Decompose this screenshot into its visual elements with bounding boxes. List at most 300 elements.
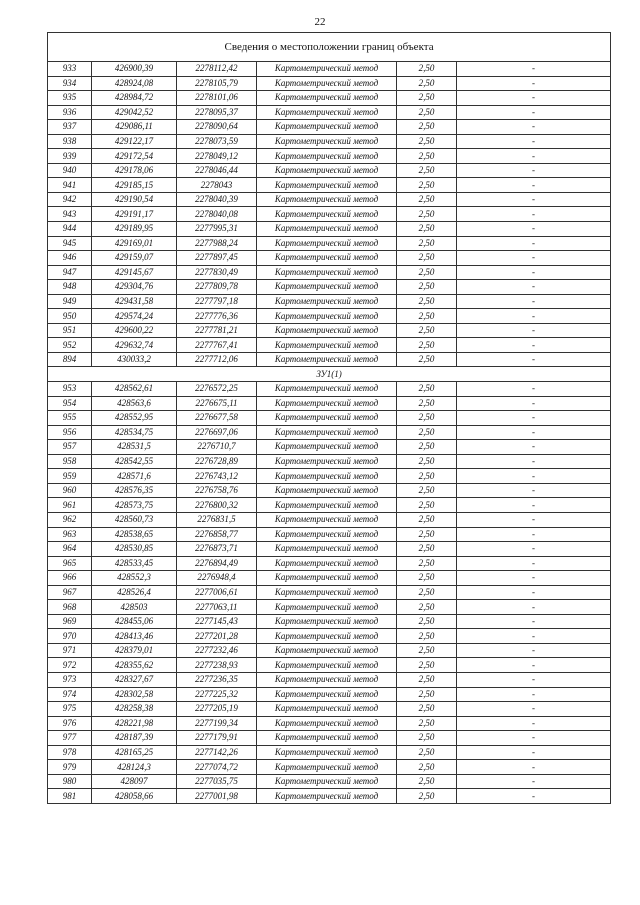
method-cell: Картометрический метод <box>257 149 397 164</box>
note-cell: - <box>457 571 611 586</box>
table-row <box>48 658 611 673</box>
x-coordinate-cell: 428552,3 <box>92 571 177 586</box>
table-row <box>48 585 611 600</box>
x-coordinate-cell: 428258,38 <box>92 702 177 717</box>
point-number-cell: 981 <box>48 789 92 804</box>
table-row <box>48 745 611 760</box>
table-row <box>48 411 611 426</box>
method-cell: Картометрический метод <box>257 382 397 397</box>
method-cell: Картометрический метод <box>257 629 397 644</box>
point-number-cell: 978 <box>48 745 92 760</box>
y-coordinate-cell: 2276758,76 <box>177 483 257 498</box>
y-coordinate-cell: 2278090,64 <box>177 120 257 135</box>
method-cell: Картометрический метод <box>257 251 397 266</box>
table-row <box>48 76 611 91</box>
note-cell: - <box>457 134 611 149</box>
y-coordinate-cell: 2277995,31 <box>177 222 257 237</box>
accuracy-cell: 2,50 <box>397 382 457 397</box>
point-number-cell: 935 <box>48 91 92 106</box>
note-cell: - <box>457 192 611 207</box>
method-cell: Картометрический метод <box>257 512 397 527</box>
note-cell: - <box>457 556 611 571</box>
accuracy-cell: 2,50 <box>397 454 457 469</box>
y-coordinate-cell: 2276677,58 <box>177 411 257 426</box>
accuracy-cell: 2,50 <box>397 483 457 498</box>
y-coordinate-cell: 2276894,49 <box>177 556 257 571</box>
table-row <box>48 265 611 280</box>
table-row <box>48 323 611 338</box>
point-number-cell: 939 <box>48 149 92 164</box>
method-cell: Картометрический метод <box>257 352 397 367</box>
table-row <box>48 454 611 469</box>
accuracy-cell: 2,50 <box>397 91 457 106</box>
table-row <box>48 207 611 222</box>
method-cell: Картометрический метод <box>257 396 397 411</box>
y-coordinate-cell: 2276873,71 <box>177 542 257 557</box>
note-cell: - <box>457 454 611 469</box>
table-row <box>48 396 611 411</box>
accuracy-cell: 2,50 <box>397 745 457 760</box>
y-coordinate-cell: 2276728,89 <box>177 454 257 469</box>
y-coordinate-cell: 2278043 <box>177 178 257 193</box>
point-number-cell: 948 <box>48 280 92 295</box>
x-coordinate-cell: 428355,62 <box>92 658 177 673</box>
y-coordinate-cell: 2277781,21 <box>177 323 257 338</box>
accuracy-cell: 2,50 <box>397 105 457 120</box>
accuracy-cell: 2,50 <box>397 411 457 426</box>
method-cell: Картометрический метод <box>257 91 397 106</box>
table-row <box>48 643 611 658</box>
note-cell: - <box>457 542 611 557</box>
table-row <box>48 294 611 309</box>
x-coordinate-cell: 428562,61 <box>92 382 177 397</box>
accuracy-cell: 2,50 <box>397 207 457 222</box>
accuracy-cell: 2,50 <box>397 716 457 731</box>
method-cell: Картометрический метод <box>257 483 397 498</box>
note-cell: - <box>457 483 611 498</box>
note-cell: - <box>457 76 611 91</box>
method-cell: Картометрический метод <box>257 192 397 207</box>
method-cell: Картометрический метод <box>257 687 397 702</box>
y-coordinate-cell: 2278040,08 <box>177 207 257 222</box>
y-coordinate-cell: 2277238,93 <box>177 658 257 673</box>
y-coordinate-cell: 2277712,06 <box>177 352 257 367</box>
method-cell: Картометрический метод <box>257 62 397 77</box>
method-cell: Картометрический метод <box>257 309 397 324</box>
accuracy-cell: 2,50 <box>397 760 457 775</box>
note-cell: - <box>457 120 611 135</box>
note-cell: - <box>457 600 611 615</box>
x-coordinate-cell: 428302,58 <box>92 687 177 702</box>
table-row <box>48 629 611 644</box>
accuracy-cell: 2,50 <box>397 236 457 251</box>
point-number-cell: 894 <box>48 352 92 367</box>
accuracy-cell: 2,50 <box>397 222 457 237</box>
note-cell: - <box>457 91 611 106</box>
note-cell: - <box>457 251 611 266</box>
y-coordinate-cell: 2278040,39 <box>177 192 257 207</box>
method-cell: Картометрический метод <box>257 658 397 673</box>
method-cell: Картометрический метод <box>257 338 397 353</box>
table-row <box>48 149 611 164</box>
point-number-cell: 951 <box>48 323 92 338</box>
x-coordinate-cell: 429304,76 <box>92 280 177 295</box>
x-coordinate-cell: 430033,2 <box>92 352 177 367</box>
y-coordinate-cell: 2277767,41 <box>177 338 257 353</box>
table-row <box>48 280 611 295</box>
accuracy-cell: 2,50 <box>397 163 457 178</box>
accuracy-cell: 2,50 <box>397 556 457 571</box>
accuracy-cell: 2,50 <box>397 192 457 207</box>
note-cell: - <box>457 382 611 397</box>
note-cell: - <box>457 643 611 658</box>
method-cell: Картометрический метод <box>257 440 397 455</box>
point-number-cell: 938 <box>48 134 92 149</box>
point-number-cell: 969 <box>48 614 92 629</box>
x-coordinate-cell: 429086,11 <box>92 120 177 135</box>
note-cell: - <box>457 352 611 367</box>
table-row <box>48 120 611 135</box>
x-coordinate-cell: 428533,45 <box>92 556 177 571</box>
y-coordinate-cell: 2277063,11 <box>177 600 257 615</box>
table-row <box>48 702 611 717</box>
point-number-cell: 975 <box>48 702 92 717</box>
method-cell: Картометрический метод <box>257 774 397 789</box>
point-number-cell: 947 <box>48 265 92 280</box>
x-coordinate-cell: 429122,17 <box>92 134 177 149</box>
x-coordinate-cell: 428379,01 <box>92 643 177 658</box>
note-cell: - <box>457 440 611 455</box>
note-cell: - <box>457 789 611 804</box>
note-cell: - <box>457 338 611 353</box>
accuracy-cell: 2,50 <box>397 774 457 789</box>
accuracy-cell: 2,50 <box>397 643 457 658</box>
y-coordinate-cell: 2276948,4 <box>177 571 257 586</box>
method-cell: Картометрический метод <box>257 294 397 309</box>
table-row <box>48 309 611 324</box>
y-coordinate-cell: 2277225,32 <box>177 687 257 702</box>
accuracy-cell: 2,50 <box>397 687 457 702</box>
accuracy-cell: 2,50 <box>397 440 457 455</box>
note-cell: - <box>457 498 611 513</box>
note-cell: - <box>457 265 611 280</box>
point-number-cell: 979 <box>48 760 92 775</box>
point-number-cell: 956 <box>48 425 92 440</box>
method-cell: Картометрический метод <box>257 672 397 687</box>
x-coordinate-cell: 428571,6 <box>92 469 177 484</box>
x-coordinate-cell: 428563,6 <box>92 396 177 411</box>
x-coordinate-cell: 428531,5 <box>92 440 177 455</box>
method-cell: Картометрический метод <box>257 411 397 426</box>
table-row <box>48 178 611 193</box>
accuracy-cell: 2,50 <box>397 338 457 353</box>
method-cell: Картометрический метод <box>257 542 397 557</box>
table-row <box>48 222 611 237</box>
note-cell: - <box>457 658 611 673</box>
note-cell: - <box>457 309 611 324</box>
x-coordinate-cell: 428221,98 <box>92 716 177 731</box>
method-cell: Картометрический метод <box>257 600 397 615</box>
y-coordinate-cell: 2276858,77 <box>177 527 257 542</box>
accuracy-cell: 2,50 <box>397 134 457 149</box>
accuracy-cell: 2,50 <box>397 600 457 615</box>
accuracy-cell: 2,50 <box>397 309 457 324</box>
note-cell: - <box>457 294 611 309</box>
method-cell: Картометрический метод <box>257 323 397 338</box>
y-coordinate-cell: 2277809,78 <box>177 280 257 295</box>
table-row <box>48 62 611 77</box>
method-cell: Картометрический метод <box>257 498 397 513</box>
point-number-cell: 963 <box>48 527 92 542</box>
x-coordinate-cell: 429191,17 <box>92 207 177 222</box>
x-coordinate-cell: 428526,4 <box>92 585 177 600</box>
x-coordinate-cell: 429190,54 <box>92 192 177 207</box>
table-row <box>48 251 611 266</box>
note-cell: - <box>457 178 611 193</box>
point-number-cell: 941 <box>48 178 92 193</box>
x-coordinate-cell: 429431,58 <box>92 294 177 309</box>
method-cell: Картометрический метод <box>257 760 397 775</box>
y-coordinate-cell: 2277776,36 <box>177 309 257 324</box>
point-number-cell: 974 <box>48 687 92 702</box>
x-coordinate-cell: 428455,06 <box>92 614 177 629</box>
boundary-table <box>47 32 611 804</box>
y-coordinate-cell: 2277179,91 <box>177 731 257 746</box>
note-cell: - <box>457 745 611 760</box>
table-row <box>48 382 611 397</box>
x-coordinate-cell: 429600,22 <box>92 323 177 338</box>
note-cell: - <box>457 672 611 687</box>
y-coordinate-cell: 2276572,25 <box>177 382 257 397</box>
y-coordinate-cell: 2277145,43 <box>177 614 257 629</box>
point-number-cell: 959 <box>48 469 92 484</box>
method-cell: Картометрический метод <box>257 178 397 193</box>
method-cell: Картометрический метод <box>257 280 397 295</box>
x-coordinate-cell: 428984,72 <box>92 91 177 106</box>
table-row <box>48 105 611 120</box>
method-cell: Картометрический метод <box>257 105 397 120</box>
y-coordinate-cell: 2278112,42 <box>177 62 257 77</box>
point-number-cell: 966 <box>48 571 92 586</box>
table-caption: Сведения о местоположении границ объекта <box>48 33 611 62</box>
accuracy-cell: 2,50 <box>397 585 457 600</box>
x-coordinate-cell: 428530,85 <box>92 542 177 557</box>
note-cell: - <box>457 396 611 411</box>
y-coordinate-cell: 2277897,45 <box>177 251 257 266</box>
accuracy-cell: 2,50 <box>397 120 457 135</box>
section-title: ЗУ1(1) <box>48 367 611 382</box>
x-coordinate-cell: 428542,55 <box>92 454 177 469</box>
accuracy-cell: 2,50 <box>397 469 457 484</box>
x-coordinate-cell: 428327,67 <box>92 672 177 687</box>
method-cell: Картометрический метод <box>257 76 397 91</box>
note-cell: - <box>457 207 611 222</box>
y-coordinate-cell: 2278095,37 <box>177 105 257 120</box>
y-coordinate-cell: 2277035,75 <box>177 774 257 789</box>
y-coordinate-cell: 2276697,06 <box>177 425 257 440</box>
accuracy-cell: 2,50 <box>397 280 457 295</box>
accuracy-cell: 2,50 <box>397 512 457 527</box>
table-row <box>48 774 611 789</box>
method-cell: Картометрический метод <box>257 614 397 629</box>
table-row <box>48 789 611 804</box>
x-coordinate-cell: 429172,54 <box>92 149 177 164</box>
point-number-cell: 976 <box>48 716 92 731</box>
x-coordinate-cell: 428165,25 <box>92 745 177 760</box>
table-row <box>48 236 611 251</box>
note-cell: - <box>457 62 611 77</box>
y-coordinate-cell: 2276710,7 <box>177 440 257 455</box>
point-number-cell: 965 <box>48 556 92 571</box>
y-coordinate-cell: 2277201,28 <box>177 629 257 644</box>
table-row <box>48 498 611 513</box>
method-cell: Картометрический метод <box>257 702 397 717</box>
point-number-cell: 958 <box>48 454 92 469</box>
point-number-cell: 949 <box>48 294 92 309</box>
y-coordinate-cell: 2276800,32 <box>177 498 257 513</box>
method-cell: Картометрический метод <box>257 716 397 731</box>
note-cell: - <box>457 731 611 746</box>
method-cell: Картометрический метод <box>257 425 397 440</box>
caption-row <box>48 33 611 62</box>
accuracy-cell: 2,50 <box>397 629 457 644</box>
point-number-cell: 937 <box>48 120 92 135</box>
accuracy-cell: 2,50 <box>397 731 457 746</box>
y-coordinate-cell: 2278049,12 <box>177 149 257 164</box>
point-number-cell: 940 <box>48 163 92 178</box>
x-coordinate-cell: 429178,06 <box>92 163 177 178</box>
table-row <box>48 338 611 353</box>
point-number-cell: 942 <box>48 192 92 207</box>
x-coordinate-cell: 429189,95 <box>92 222 177 237</box>
table-row <box>48 192 611 207</box>
table-row <box>48 91 611 106</box>
method-cell: Картометрический метод <box>257 556 397 571</box>
method-cell: Картометрический метод <box>257 163 397 178</box>
method-cell: Картометрический метод <box>257 731 397 746</box>
point-number-cell: 972 <box>48 658 92 673</box>
x-coordinate-cell: 428552,95 <box>92 411 177 426</box>
table-row <box>48 542 611 557</box>
note-cell: - <box>457 760 611 775</box>
table-row <box>48 440 611 455</box>
accuracy-cell: 2,50 <box>397 672 457 687</box>
table-row <box>48 731 611 746</box>
y-coordinate-cell: 2278101,06 <box>177 91 257 106</box>
note-cell: - <box>457 512 611 527</box>
y-coordinate-cell: 2277199,34 <box>177 716 257 731</box>
point-number-cell: 961 <box>48 498 92 513</box>
accuracy-cell: 2,50 <box>397 498 457 513</box>
point-number-cell: 954 <box>48 396 92 411</box>
y-coordinate-cell: 2277001,98 <box>177 789 257 804</box>
table-row <box>48 687 611 702</box>
point-number-cell: 968 <box>48 600 92 615</box>
y-coordinate-cell: 2277232,46 <box>177 643 257 658</box>
method-cell: Картометрический метод <box>257 207 397 222</box>
x-coordinate-cell: 429145,67 <box>92 265 177 280</box>
table-row <box>48 672 611 687</box>
accuracy-cell: 2,50 <box>397 62 457 77</box>
point-number-cell: 977 <box>48 731 92 746</box>
point-number-cell: 957 <box>48 440 92 455</box>
boundary-table-container <box>47 32 610 804</box>
accuracy-cell: 2,50 <box>397 352 457 367</box>
x-coordinate-cell: 429574,24 <box>92 309 177 324</box>
accuracy-cell: 2,50 <box>397 702 457 717</box>
x-coordinate-cell: 428503 <box>92 600 177 615</box>
table-row <box>48 469 611 484</box>
point-number-cell: 950 <box>48 309 92 324</box>
y-coordinate-cell: 2277205,19 <box>177 702 257 717</box>
point-number-cell: 960 <box>48 483 92 498</box>
note-cell: - <box>457 323 611 338</box>
point-number-cell: 946 <box>48 251 92 266</box>
x-coordinate-cell: 428573,75 <box>92 498 177 513</box>
point-number-cell: 964 <box>48 542 92 557</box>
table-row <box>48 556 611 571</box>
x-coordinate-cell: 428058,66 <box>92 789 177 804</box>
method-cell: Картометрический метод <box>257 222 397 237</box>
note-cell: - <box>457 105 611 120</box>
point-number-cell: 980 <box>48 774 92 789</box>
x-coordinate-cell: 428097 <box>92 774 177 789</box>
method-cell: Картометрический метод <box>257 454 397 469</box>
point-number-cell: 943 <box>48 207 92 222</box>
method-cell: Картометрический метод <box>257 745 397 760</box>
method-cell: Картометрический метод <box>257 134 397 149</box>
point-number-cell: 973 <box>48 672 92 687</box>
accuracy-cell: 2,50 <box>397 323 457 338</box>
x-coordinate-cell: 428560,73 <box>92 512 177 527</box>
point-number-cell: 933 <box>48 62 92 77</box>
point-number-cell: 944 <box>48 222 92 237</box>
method-cell: Картометрический метод <box>257 469 397 484</box>
method-cell: Картометрический метод <box>257 120 397 135</box>
y-coordinate-cell: 2276675,11 <box>177 396 257 411</box>
accuracy-cell: 2,50 <box>397 542 457 557</box>
note-cell: - <box>457 629 611 644</box>
accuracy-cell: 2,50 <box>397 614 457 629</box>
accuracy-cell: 2,50 <box>397 425 457 440</box>
table-row <box>48 716 611 731</box>
point-number-cell: 971 <box>48 643 92 658</box>
x-coordinate-cell: 429169,01 <box>92 236 177 251</box>
x-coordinate-cell: 429159,07 <box>92 251 177 266</box>
page-number: 22 <box>314 16 326 28</box>
y-coordinate-cell: 2277142,26 <box>177 745 257 760</box>
point-number-cell: 970 <box>48 629 92 644</box>
table-row <box>48 600 611 615</box>
accuracy-cell: 2,50 <box>397 178 457 193</box>
y-coordinate-cell: 2278105,79 <box>177 76 257 91</box>
accuracy-cell: 2,50 <box>397 571 457 586</box>
table-row <box>48 163 611 178</box>
x-coordinate-cell: 428538,65 <box>92 527 177 542</box>
accuracy-cell: 2,50 <box>397 76 457 91</box>
note-cell: - <box>457 425 611 440</box>
note-cell: - <box>457 163 611 178</box>
accuracy-cell: 2,50 <box>397 251 457 266</box>
table-row <box>48 352 611 367</box>
y-coordinate-cell: 2277074,72 <box>177 760 257 775</box>
table-row <box>48 425 611 440</box>
note-cell: - <box>457 149 611 164</box>
accuracy-cell: 2,50 <box>397 789 457 804</box>
y-coordinate-cell: 2278073,59 <box>177 134 257 149</box>
note-cell: - <box>457 716 611 731</box>
x-coordinate-cell: 428187,39 <box>92 731 177 746</box>
